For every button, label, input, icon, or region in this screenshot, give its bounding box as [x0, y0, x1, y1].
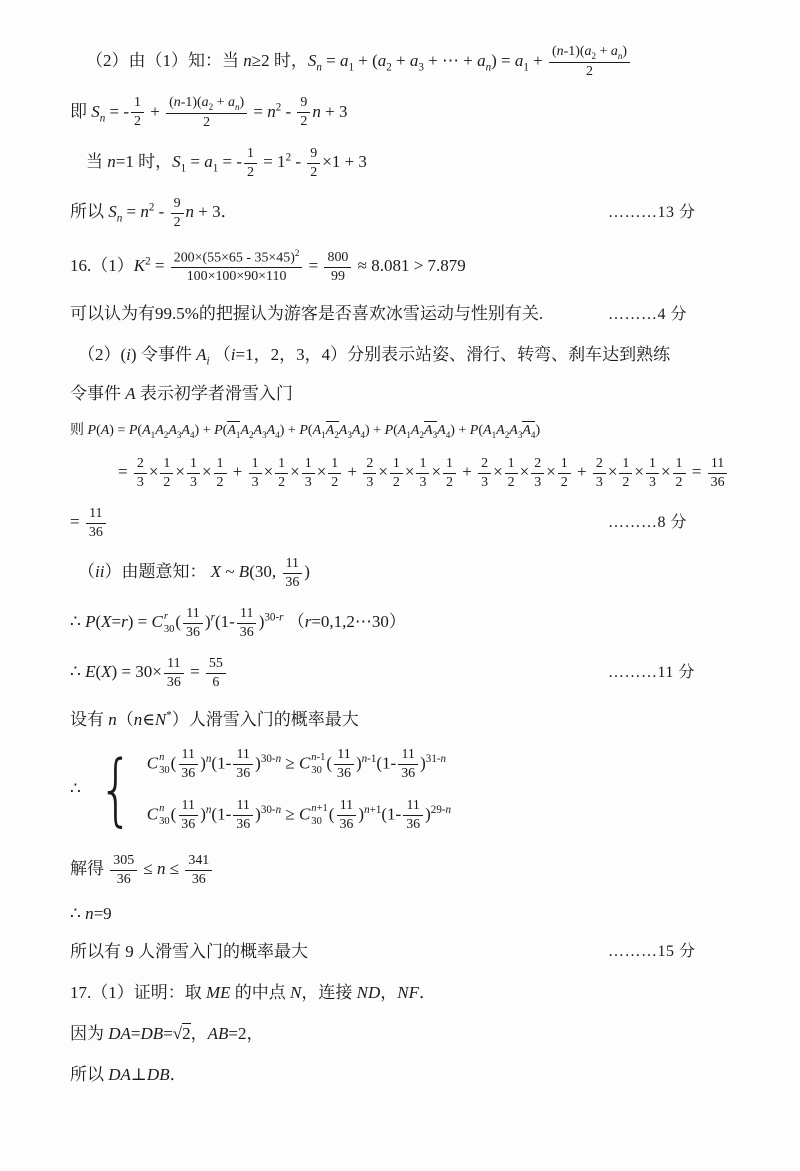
math-expression: ∴ n=9	[70, 903, 112, 923]
math-expression: = $\frac{11}{36}$	[70, 512, 108, 531]
math-expression: $16.(1)K^2$ = $\frac{200\times(55\times 65 - 35\times 45)^2}{100\times 100\times 90\times 110}$ = $\frac{800}{99}$ ≈ 8.081 > 7.879	[70, 247, 466, 285]
solution-line	[70, 853, 730, 888]
score-marker: ………15 分	[608, 943, 696, 961]
solution-line	[70, 556, 730, 591]
solution-line	[70, 421, 730, 441]
solution-line	[70, 1023, 730, 1046]
math-expression: 17.（1）证明：取 ME 的中点 N，连接 ND，NF．	[70, 982, 436, 1002]
math-expression: 所以 DA⊥DB．	[70, 1064, 187, 1084]
math-expression: ∴ E(X) = 30× $\frac{11}{36}$ = $\frac{55}{6}$	[70, 662, 228, 681]
solution-line	[70, 303, 730, 326]
solution-line	[70, 506, 730, 541]
math-expression: ∴ P(X=r) = C r 30 ( $\frac{11}{36}$ )$^r$(1- $\frac{11}{36}$ )$^{30-r}$ （r=0,1,2⋯30）	[70, 605, 406, 640]
solution-line	[70, 383, 730, 406]
solution-line	[70, 249, 730, 286]
math-expression: 所以 $S_n = n^2$ - $\frac{9}{2}$ n + 3．	[70, 195, 238, 230]
math-expression: 即 $S_n$ = - $\frac{1}{2}$ + $\frac{(n-1)(a_2 + a_n)}{2}$ = $n^2$ - $\frac{9}{2}$ n + 3	[70, 94, 348, 130]
solution-line	[70, 709, 730, 732]
math-expression: 可以认为有99.5%的把握认为游客是否喜欢冰雪运动与性别有关.	[70, 304, 544, 324]
math-expression: 当 n=1 时，$S_1 = a_1$ = - $\frac{1}{2}$ = $1^2$ - $\frac{9}{2}$ ×1 + 3	[86, 145, 367, 180]
math-expression: = $\frac{2}{3}$ × $\frac{1}{2}$ × $\frac{1}{3}$ × $\frac{1}{2}$ + $\frac{1}{3}$ × $\frac{1}{2}$ × $\frac{1}{3}$ × $\frac{1}{2}$ + $\frac{2}{3}$ × $\frac{1}{2}$ × $\frac{1}{3}$ × $\frac{1}{2}$ + $\frac{2}{3}$ × $\frac{1}{2}$ × $\frac{2}{3}$ × $\frac{1}{2}$ + $\frac{2}{3}$ × $\frac{1}{2}$ × $\frac{1}{3}$ × $\frac{1}{2}$ = $\frac{11}{36}$	[118, 462, 730, 481]
math-expression: （2）(i) 令事件 $A_i$ （i=1，2，3，4）分别表示站姿、滑行、转弯、刹车达到熟练	[78, 345, 671, 368]
math-expression: 设有 n（n∈N*）人滑雪入门的概率最大	[70, 709, 359, 729]
solution-line	[70, 656, 730, 691]
score-marker: ………11 分	[608, 664, 695, 682]
math-expression: （2）由（1）知：当 n≥2 时，$S_n = a_1 + (a_2 + a_3$ + ⋯ + $a_n) = a_1$ + $\frac{(n-1)(a_2 + a_n)}{2}$	[86, 51, 632, 70]
math-expression: 令事件 A 表示初学者滑雪入门	[70, 383, 293, 403]
solution-line	[70, 44, 730, 80]
solution-line	[70, 95, 730, 131]
solution-line	[70, 903, 730, 926]
solution-line	[70, 941, 730, 964]
score-marker: ………13 分	[608, 204, 696, 222]
math-expression: 解得 $\frac{305}{36}$ ≤ n ≤ $\frac{341}{36}$	[70, 859, 214, 878]
solution-line	[70, 146, 730, 181]
math-expression: 因为 DA=DB=√2，AB=2，	[70, 1023, 264, 1043]
math-expression: 则 $P(A) = P(A_1A_2A_3A_4) + P(A_1A_2A_3A_4) + P(A_1A_2A_3A_4) + P(A_1A_2A_3A_4) + P(A_1A_2A_3A_4)$	[70, 422, 541, 440]
solution-line	[70, 982, 730, 1005]
math-expression: 所以有 9 人滑雪入门的概率最大	[70, 941, 308, 961]
solution-line	[70, 344, 730, 367]
solution-line	[70, 196, 730, 231]
math-expression: （ii）由题意知： X ~ B(30, $\frac{11}{36}$ )	[78, 555, 310, 590]
solution-line	[70, 744, 730, 835]
solution-line	[70, 456, 730, 491]
score-marker: ………4 分	[608, 306, 688, 324]
math-expression: ∴ { C n 30 ( $\frac{11}{36}$ )$^n$(1- $\frac{11}{36}$ )$^{30-n}$ ≥ C n-1 30 ( $\frac{11}{36}$ )$^{n-1}$(1- $\frac{11}{36}$ )$^{31-n}$ C n 30 ( $\frac{11}{36}$ )$^n$(1- $\frac{11}{36}$ )$^{30-n}$ ≥ C n+1 30 ( $\frac{11}{36}$ )$^{n+1}$(1- $\frac{11}{36}$ )$^{29-n}$	[70, 744, 452, 835]
solution-line	[70, 606, 730, 641]
solution-line	[70, 1064, 730, 1087]
score-marker: ………8 分	[608, 514, 688, 532]
